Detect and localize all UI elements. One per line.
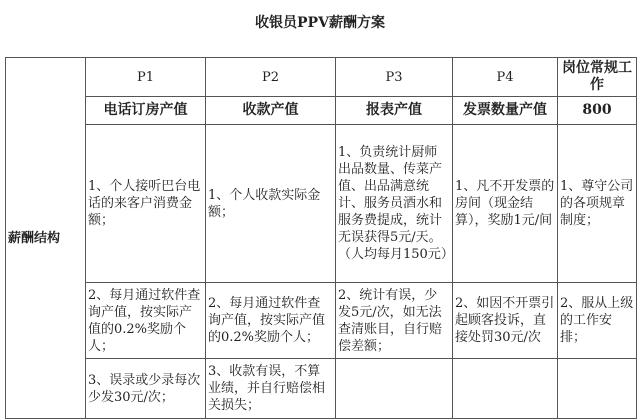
position-p2: P2 xyxy=(206,58,336,97)
category-p1: 电话订房产值 xyxy=(86,97,206,125)
table-cell: 2、每月通过软件查询产值，按实际产值的0.2%奖励个人； xyxy=(206,283,336,359)
table-row xyxy=(6,359,637,419)
table-cell: 3、误录或少录每次少发30元/次； xyxy=(86,359,206,419)
row-label-cell xyxy=(6,58,86,419)
table-row xyxy=(6,283,637,359)
position-p1: P1 xyxy=(86,58,206,97)
document-title: 收银员PPV薪酬方案 xyxy=(255,15,385,31)
position-p3: P3 xyxy=(336,58,453,97)
salary-table xyxy=(5,57,637,419)
category-p3: 报表产值 xyxy=(336,97,453,125)
category-regular: 800 xyxy=(558,97,637,125)
category-row xyxy=(6,97,637,125)
table-row xyxy=(6,125,637,283)
table-cell: 3、收款有误，不算业绩，并自行赔偿相关损失； xyxy=(206,359,336,419)
row-label: 薪酬结构 xyxy=(8,230,61,246)
table-cell: 2、统计有误，少发5元/次，如无法查清账目，自行赔偿差额； xyxy=(336,283,453,359)
category-p4: 发票数量产值 xyxy=(453,97,558,125)
position-regular: 岗位常规工作 xyxy=(558,58,637,97)
table-cell: 1、个人收款实际金额； xyxy=(206,125,336,283)
table-cell: 2、每月通过软件查询产值，按实际产值的0.2%奖励个人； xyxy=(86,283,206,359)
table-cell: 2、如因不开票引起顾客投诉，直接处罚30元/次 xyxy=(453,283,558,359)
table-cell: 1、个人接听巴台电话的来客户消费金额； xyxy=(86,125,206,283)
category-p2: 收款产值 xyxy=(206,97,336,125)
table-cell xyxy=(453,359,558,419)
position-p4: P4 xyxy=(453,58,558,97)
table-cell: 1、凡不开发票的房间（现金结算），奖励1元/间 xyxy=(453,125,558,283)
table-cell xyxy=(558,359,637,419)
table-cell xyxy=(336,359,453,419)
position-header-row xyxy=(6,58,637,97)
table-cell: 1、负责统计厨师出品数量、传菜产值、出品满意统计、服务员酒水和服务费提成，统计无误获得5元/天。（人均每月150元） xyxy=(336,125,453,283)
table-cell: 1、尊守公司的各项规章制度； xyxy=(558,125,637,283)
table-cell: 2、服从上级的工作安排； xyxy=(558,283,637,359)
